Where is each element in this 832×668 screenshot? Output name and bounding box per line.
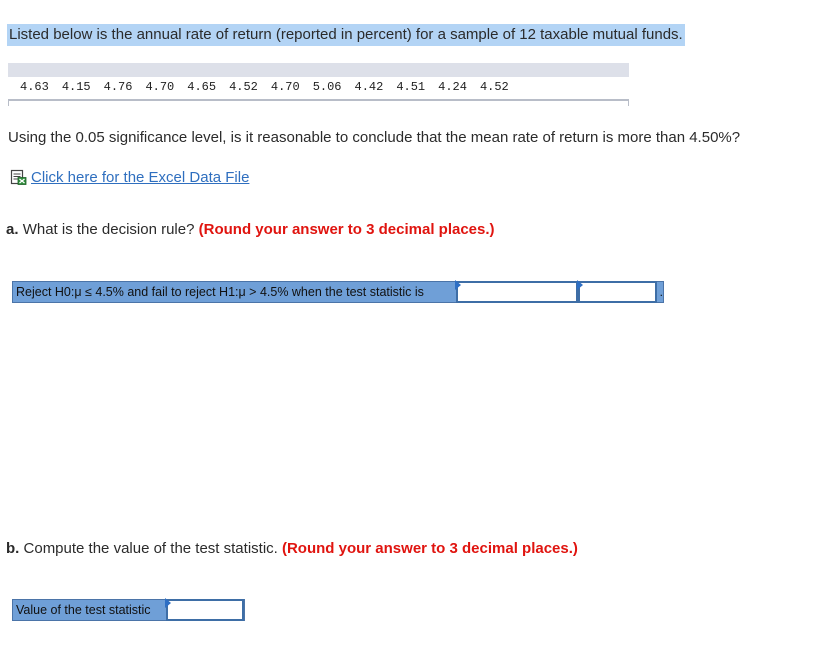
part-b-text: Compute the value of the test statistic. [23,540,278,557]
decision-rule-label: Reject H0:μ ≤ 4.5% and fail to reject H1:μ > 4.5% when the test statistic is [16,285,424,299]
decision-rule-input-2[interactable] [578,281,657,303]
decision-rule-input-1[interactable] [456,281,578,303]
data-value: 4.65 [187,80,217,94]
data-value: 4.70 [145,80,175,94]
data-value: 4.24 [438,80,467,94]
data-value: 4.51 [396,80,426,94]
data-value: 4.15 [61,80,91,94]
data-value: 4.76 [103,80,133,94]
data-value: 4.70 [270,80,300,94]
decision-rule-input-2-wrap [578,281,657,303]
data-value: 4.63 [20,80,49,94]
data-value: 4.42 [354,80,384,94]
part-b-letter: b. [6,540,20,557]
intro-text: Listed below is the annual rate of return (reported in percent) for a sample of 12 taxable mutual funds. [7,24,685,46]
decision-rule-input-1-wrap [456,281,578,303]
test-statistic-input[interactable] [166,599,244,621]
part-a-text: What is the decision rule? [22,221,195,238]
decision-rule-period: . [659,285,663,299]
answer-flag-icon [577,280,583,290]
data-value: 5.06 [312,80,342,94]
part-b-hint: (Round your answer to 3 decimal places.) [281,540,578,557]
question-text: Using the 0.05 significance level, is it reasonable to conclude that the mean rate of return is more than 4.50%? [8,129,741,146]
data-table-divider-tick [8,99,9,106]
data-values-row [8,76,629,98]
part-b-prompt [6,540,578,557]
answer-flag-icon [165,598,171,608]
test-statistic-input-wrap [166,599,244,621]
answer-flag-icon [455,280,461,290]
part-a-hint: (Round your answer to 3 decimal places.) [198,221,495,238]
data-table-divider [8,99,629,101]
part-a-letter: a. [6,221,19,238]
decision-rule-row [12,281,664,303]
data-value: 4.52 [479,80,509,94]
spreadsheet-file-icon [10,169,27,186]
part-a-prompt [6,221,495,238]
data-value: 4.52 [229,80,258,94]
data-table-divider-tick [628,99,629,106]
excel-data-file-label[interactable]: Click here for the Excel Data File [31,169,250,186]
excel-data-file-link[interactable] [10,169,249,186]
test-statistic-row [12,599,245,621]
data-table-header [8,63,629,77]
test-statistic-label: Value of the test statistic [16,603,151,617]
